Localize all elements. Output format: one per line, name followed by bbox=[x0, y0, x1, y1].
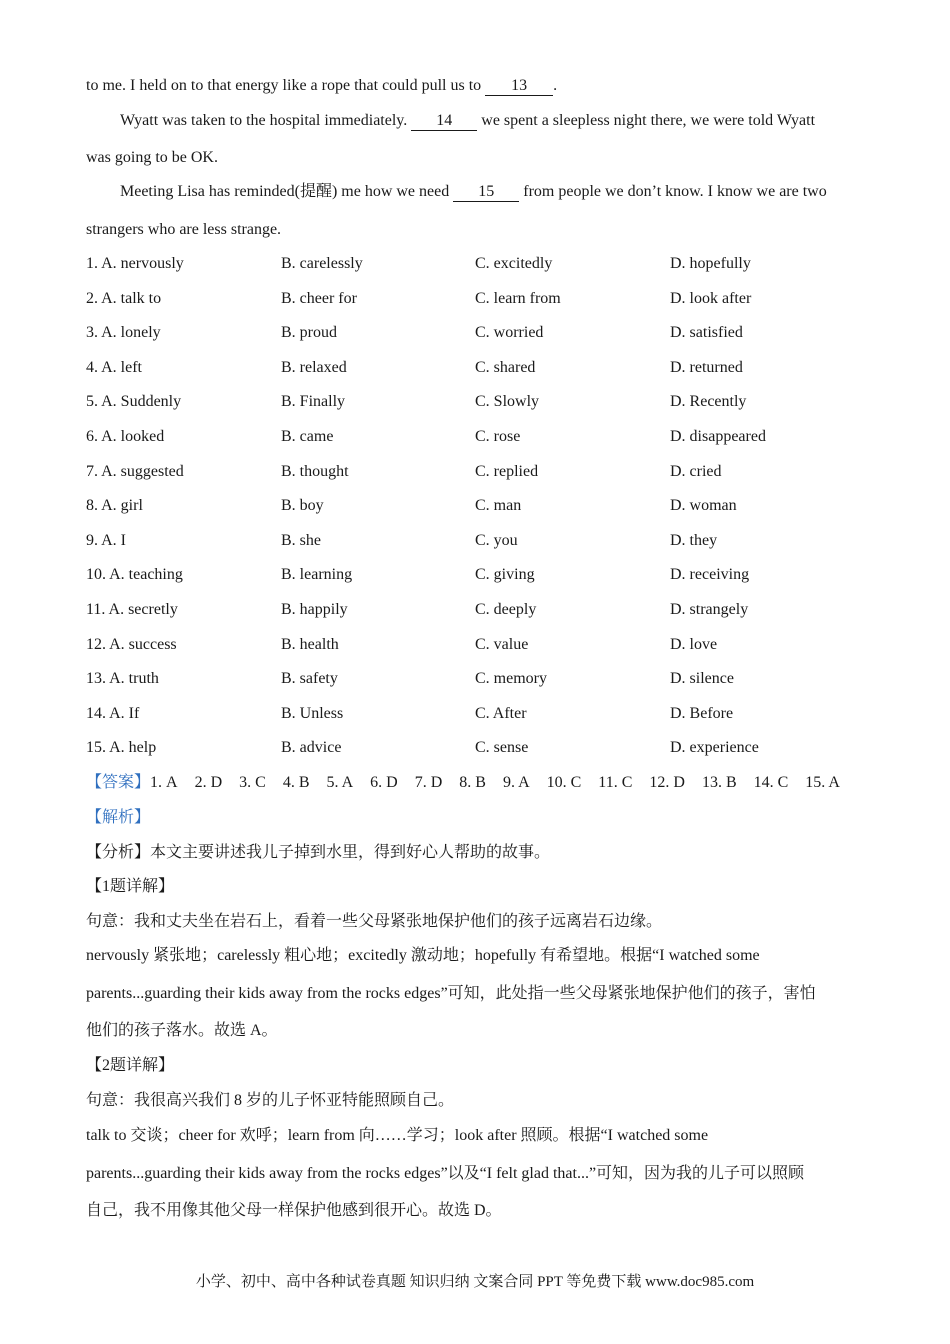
option-a: 8. A. girl bbox=[86, 497, 143, 514]
option-b: B. cheer for bbox=[281, 290, 357, 307]
q1-explanation-line-1: nervously 紧张地；carelessly 粗心地；excitedly 激动地；hopefully 有希望地。根据“I watched some bbox=[86, 947, 760, 964]
blank-13: 13 bbox=[485, 77, 553, 96]
option-c: C. giving bbox=[475, 566, 535, 583]
option-d: D. love bbox=[670, 636, 718, 653]
option-row bbox=[86, 531, 866, 551]
option-d: D. hopefully bbox=[670, 255, 751, 272]
answer-item: 15. A bbox=[805, 774, 840, 791]
passage-text: Meeting Lisa has reminded(提醒) me how we need bbox=[120, 183, 450, 200]
option-b: B. she bbox=[281, 532, 321, 549]
answer-item: 2. D bbox=[194, 774, 223, 791]
answer-item: 10. C bbox=[546, 774, 582, 791]
option-b: B. advice bbox=[281, 739, 342, 756]
option-a: 12. A. success bbox=[86, 636, 177, 653]
option-d: D. strangely bbox=[670, 601, 749, 618]
passage-line-1 bbox=[86, 76, 557, 96]
option-a: 15. A. help bbox=[86, 739, 157, 756]
option-a: 6. A. looked bbox=[86, 428, 165, 445]
option-c: C. excitedly bbox=[475, 255, 553, 272]
option-b: B. Unless bbox=[281, 705, 344, 722]
option-row bbox=[86, 323, 866, 343]
option-a: 7. A. suggested bbox=[86, 463, 184, 480]
option-row bbox=[86, 704, 866, 724]
option-b: B. carelessly bbox=[281, 255, 363, 272]
option-d: D. Before bbox=[670, 705, 734, 722]
passage-line-3: was going to be OK. bbox=[86, 149, 218, 166]
option-b: B. boy bbox=[281, 497, 324, 514]
option-d: D. silence bbox=[670, 670, 734, 687]
option-d: D. disappeared bbox=[670, 428, 766, 445]
analysis-summary: 【分析】本文主要讲述我儿子掉到水里，得到好心人帮助的故事。 bbox=[86, 844, 551, 861]
option-row bbox=[86, 254, 866, 274]
option-b: B. learning bbox=[281, 566, 353, 583]
answer-item: 11. C bbox=[598, 774, 633, 791]
q1-explanation-line-2: parents...guarding their kids away from the rocks edges”可知，此处指一些父母紧张地保护他们的孩子，害怕 bbox=[86, 985, 816, 1002]
q1-explanation-line-3: 他们的孩子落水。故选 A。 bbox=[86, 1022, 278, 1039]
option-d: D. experience bbox=[670, 739, 759, 756]
option-b: B. proud bbox=[281, 324, 337, 341]
option-c: C. memory bbox=[475, 670, 547, 687]
page-footer: 小学、初中、高中各种试卷真题 知识归纳 文案合同 PPT 等免费下载 www.doc985.com bbox=[195, 1274, 755, 1290]
passage-text: . bbox=[553, 77, 558, 94]
answer-item: 12. D bbox=[649, 774, 685, 791]
option-c: C. rose bbox=[475, 428, 521, 445]
option-b: B. Finally bbox=[281, 393, 346, 410]
passage-line-2 bbox=[120, 111, 815, 131]
answer-item: 1. A bbox=[150, 774, 178, 791]
q2-meaning: 句意：我很高兴我们 8 岁的儿子怀亚特能照顾自己。 bbox=[86, 1092, 455, 1109]
blank-15: 15 bbox=[453, 183, 519, 202]
option-c: C. you bbox=[475, 532, 518, 549]
option-b: B. safety bbox=[281, 670, 338, 687]
answer-item: 4. B bbox=[282, 774, 310, 791]
answer-item: 9. A bbox=[502, 774, 530, 791]
passage-text: Wyatt was taken to the hospital immediately. bbox=[120, 112, 408, 129]
option-b: B. health bbox=[281, 636, 339, 653]
option-row bbox=[86, 289, 866, 309]
option-row bbox=[86, 635, 866, 655]
option-d: D. look after bbox=[670, 290, 752, 307]
option-row bbox=[86, 565, 866, 585]
option-row bbox=[86, 358, 866, 378]
option-a: 10. A. teaching bbox=[86, 566, 183, 583]
answer-item: 7. D bbox=[414, 774, 443, 791]
option-b: B. happily bbox=[281, 601, 348, 618]
option-c: C. replied bbox=[475, 463, 539, 480]
q2-explanation-line-3: 自己，我不用像其他父母一样保护他感到很开心。故选 D。 bbox=[86, 1202, 502, 1219]
option-b: B. came bbox=[281, 428, 334, 445]
q1-meaning: 句意：我和丈夫坐在岩石上，看着一些父母紧张地保护他们的孩子远离岩石边缘。 bbox=[86, 913, 663, 930]
option-d: D. Recently bbox=[670, 393, 747, 410]
q2-explanation-line-2: parents...guarding their kids away from the rocks edges”以及“I felt glad that...”可知，因为我的儿子可以照顾 bbox=[86, 1165, 805, 1182]
passage-text: to me. I held on to that energy like a rope that could pull us to bbox=[86, 77, 482, 94]
answer-item: 8. B bbox=[459, 774, 486, 791]
option-a: 5. A. Suddenly bbox=[86, 393, 182, 410]
passage-line-4 bbox=[120, 182, 827, 202]
answer-items bbox=[150, 774, 840, 791]
option-c: C. value bbox=[475, 636, 529, 653]
option-a: 13. A. truth bbox=[86, 670, 159, 687]
option-c: C. sense bbox=[475, 739, 529, 756]
q1-heading: 【1题详解】 bbox=[86, 878, 175, 895]
answer-label: 【答案】 bbox=[86, 774, 151, 791]
passage-text: we spent a sleepless night there, we were told Wyatt bbox=[481, 112, 816, 129]
option-row bbox=[86, 392, 866, 412]
option-b: B. relaxed bbox=[281, 359, 347, 376]
q2-explanation-line-1: talk to 交谈；cheer for 欢呼；learn from 向……学习；look after 照顾。根据“I watched some bbox=[86, 1127, 709, 1144]
option-a: 14. A. If bbox=[86, 705, 140, 722]
option-a: 9. A. I bbox=[86, 532, 126, 549]
option-a: 11. A. secretly bbox=[86, 601, 178, 618]
q2-heading: 【2题详解】 bbox=[86, 1057, 175, 1074]
option-d: D. receiving bbox=[670, 566, 750, 583]
option-c: C. deeply bbox=[475, 601, 537, 618]
passage-text: from people we don’t know. I know we are two bbox=[523, 183, 827, 200]
option-a: 4. A. left bbox=[86, 359, 142, 376]
answer-item: 5. A bbox=[326, 774, 354, 791]
option-row bbox=[86, 496, 866, 516]
option-c: C. learn from bbox=[475, 290, 561, 307]
answer-item: 6. D bbox=[370, 774, 398, 791]
option-c: C. Slowly bbox=[475, 393, 540, 410]
answer-item: 3. C bbox=[239, 774, 266, 791]
option-c: C. man bbox=[475, 497, 522, 514]
option-b: B. thought bbox=[281, 463, 349, 480]
option-row bbox=[86, 600, 866, 620]
option-c: C. shared bbox=[475, 359, 536, 376]
option-d: D. woman bbox=[670, 497, 737, 514]
option-c: C. After bbox=[475, 705, 527, 722]
option-row bbox=[86, 669, 866, 689]
answer-item: 13. B bbox=[701, 774, 737, 791]
option-row bbox=[86, 738, 866, 758]
option-a: 1. A. nervously bbox=[86, 255, 184, 272]
analysis-label: 【解析】 bbox=[86, 809, 151, 826]
blank-14: 14 bbox=[411, 112, 477, 131]
answer-row bbox=[86, 773, 866, 793]
passage-line-5: strangers who are less strange. bbox=[86, 221, 282, 238]
option-d: D. they bbox=[670, 532, 718, 549]
option-d: D. satisfied bbox=[670, 324, 743, 341]
option-row bbox=[86, 462, 866, 482]
option-a: 3. A. lonely bbox=[86, 324, 161, 341]
option-a: 2. A. talk to bbox=[86, 290, 162, 307]
option-d: D. returned bbox=[670, 359, 743, 376]
option-c: C. worried bbox=[475, 324, 544, 341]
answer-item: 14. C bbox=[753, 774, 789, 791]
option-row bbox=[86, 427, 866, 447]
option-d: D. cried bbox=[670, 463, 722, 480]
